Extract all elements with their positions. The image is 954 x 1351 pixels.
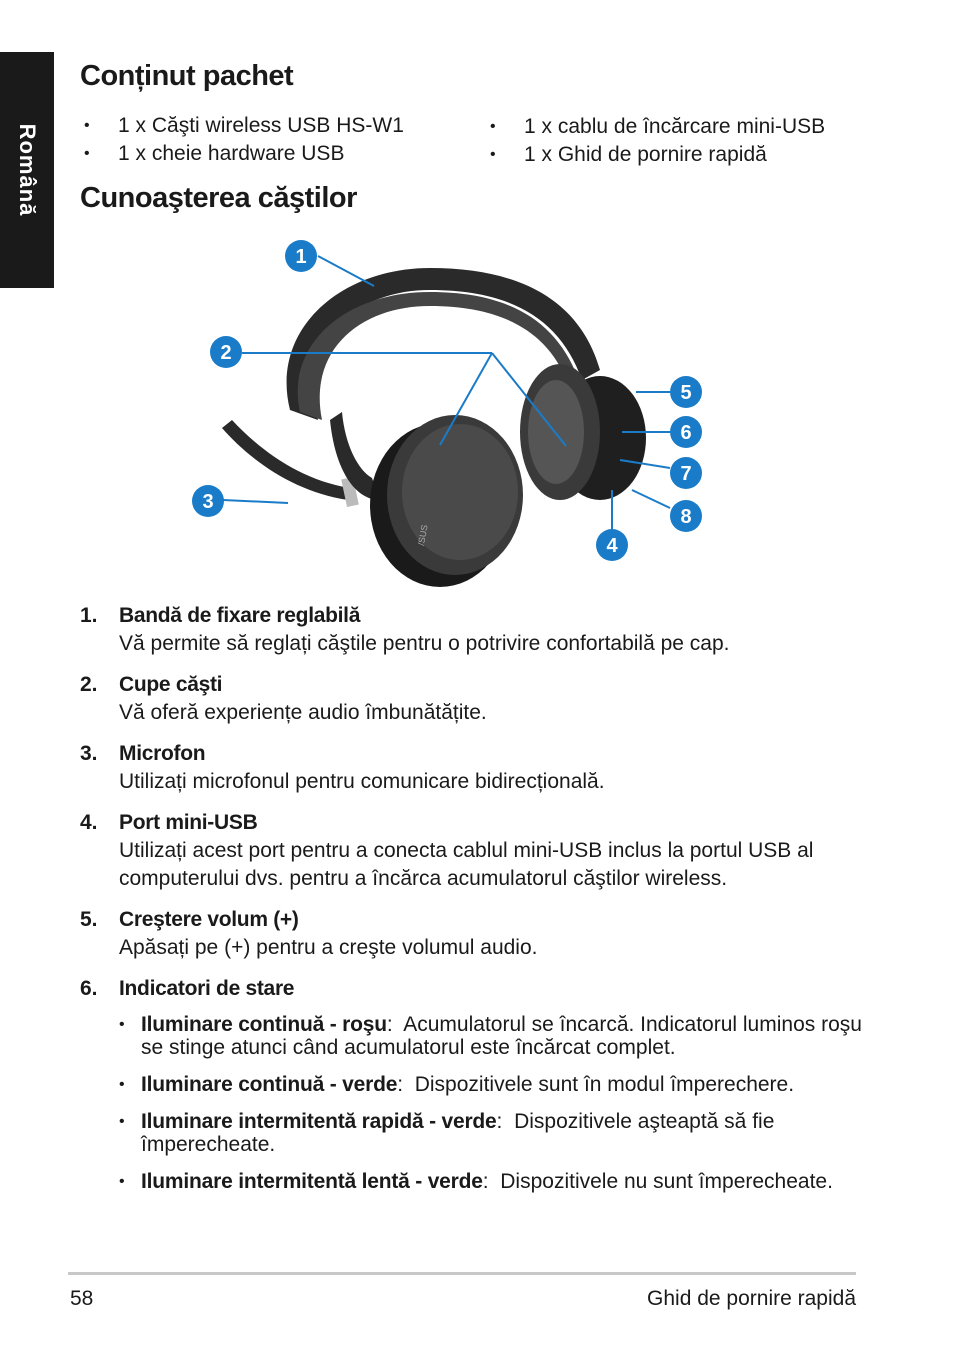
package-list-left <box>80 112 404 168</box>
feature-title: Indicatori de stare <box>119 977 295 1000</box>
feature-description: Utilizați microfonul pentru comunicare bidirecțională. <box>119 770 605 793</box>
headset-overview-title: Cunoaşterea căştilor <box>80 182 357 214</box>
feature-description: Vă oferă experiențe audio îmbunătățite. <box>119 701 487 724</box>
status-indicator-item: • Iluminare intermitentă rapidă - verde: Dispozitivele aşteaptă să fie împerecheate. <box>119 1110 870 1156</box>
feature-description: Utilizați acest port pentru a conecta cablul mini-USB inclus la portul USB al computerului dvs. pentru a încărca acumulatorul căştilor wireless. <box>119 839 814 890</box>
callout-2 <box>210 336 242 368</box>
headset-illustration <box>190 235 720 595</box>
feature-title: Microfon <box>119 742 206 765</box>
feature-item: 5. Creştere volum (+) Apăsați pe (+) pentru a creşte volumul audio. <box>80 906 870 962</box>
package-list-right <box>486 113 825 169</box>
status-indicator-item: • Iluminare continuă - roşu: Acumulatorul se încarcă. Indicatorul luminos roşu se stinge atunci când acumulatorul este încărcat complet. <box>119 1013 870 1059</box>
callout-1 <box>285 240 317 272</box>
status-indicator-item: • Iluminare continuă - verde: Dispozitivele sunt în modul împerechere. <box>119 1073 870 1096</box>
feature-item: 1. Bandă de fixare reglabilă Vă permite să reglați căştile pentru o potrivire confortabilă pe cap. <box>80 602 870 658</box>
footer-divider <box>68 1272 856 1275</box>
svg-text:6: 6 <box>680 422 692 444</box>
svg-text:1: 1 <box>295 246 307 268</box>
feature-item: 3. Microfon Utilizați microfonul pentru comunicare bidirecțională. <box>80 740 870 796</box>
feature-item: 6. Indicatori de stare • Iluminare continuă - roşu: Acumulatorul se încarcă. Indicatorul luminos roşu se stinge atunci când acumulatorul este încărcat complet. • Iluminare continuă - verde: Dispozitivele sunt în modul împerechere. • Iluminare intermitentă rapidă - verde: Dispozitivele aşteaptă să fie împerecheate. • Iluminare intermitentă lentă - verde: Dispozitivele nu sunt împerecheate. <box>80 975 870 1193</box>
svg-text:5: 5 <box>680 382 692 404</box>
callout-6 <box>670 416 702 448</box>
feature-item: 2. Cupe căşti Vă oferă experiențe audio îmbunătățite. <box>80 671 870 727</box>
package-item: • 1 x cheie hardware USB <box>80 140 404 168</box>
package-item: • 1 x Ghid de pornire rapidă <box>486 141 825 169</box>
svg-text:8: 8 <box>680 506 692 528</box>
feature-title: Port mini-USB <box>119 811 258 834</box>
feature-description: Apăsați pe (+) pentru a creşte volumul audio. <box>119 936 538 959</box>
package-item: • 1 x Căşti wireless USB HS-W1 <box>80 112 404 140</box>
package-item: • 1 x cablu de încărcare mini-USB <box>486 113 825 141</box>
status-indicator-item: • Iluminare intermitentă lentă - verde: Dispozitivele nu sunt împerecheate. <box>119 1170 870 1193</box>
package-contents-title: Conținut pachet <box>80 60 294 92</box>
feature-title: Creştere volum (+) <box>119 908 299 931</box>
svg-text:7: 7 <box>680 463 692 485</box>
status-indicator-list <box>119 1013 870 1193</box>
svg-text:2: 2 <box>220 342 232 364</box>
feature-title: Bandă de fixare reglabilă <box>119 604 361 627</box>
svg-text:3: 3 <box>202 491 214 513</box>
feature-list <box>80 602 870 1207</box>
callout-8 <box>670 500 702 532</box>
callout-4 <box>596 529 628 561</box>
language-label: Română <box>15 123 40 217</box>
language-tab <box>0 52 54 288</box>
feature-description: Vă permite să reglați căştile pentru o potrivire confortabilă pe cap. <box>119 632 730 655</box>
mic-boom <box>222 420 350 500</box>
callout-5 <box>670 376 702 408</box>
callout-7 <box>670 457 702 489</box>
callout-3 <box>192 485 224 517</box>
feature-title: Cupe căşti <box>119 673 223 696</box>
svg-text:4: 4 <box>606 535 618 557</box>
guide-title: Ghid de pornire rapidă <box>647 1287 856 1310</box>
asus-logo-text: /SUS <box>416 523 430 547</box>
page-number: 58 <box>70 1287 94 1310</box>
feature-item: 4. Port mini-USB Utilizați acest port pentru a conecta cablul mini-USB inclus la portul USB al computerului dvs. pentru a încărca acumulatorul căştilor wireless. <box>80 809 870 893</box>
